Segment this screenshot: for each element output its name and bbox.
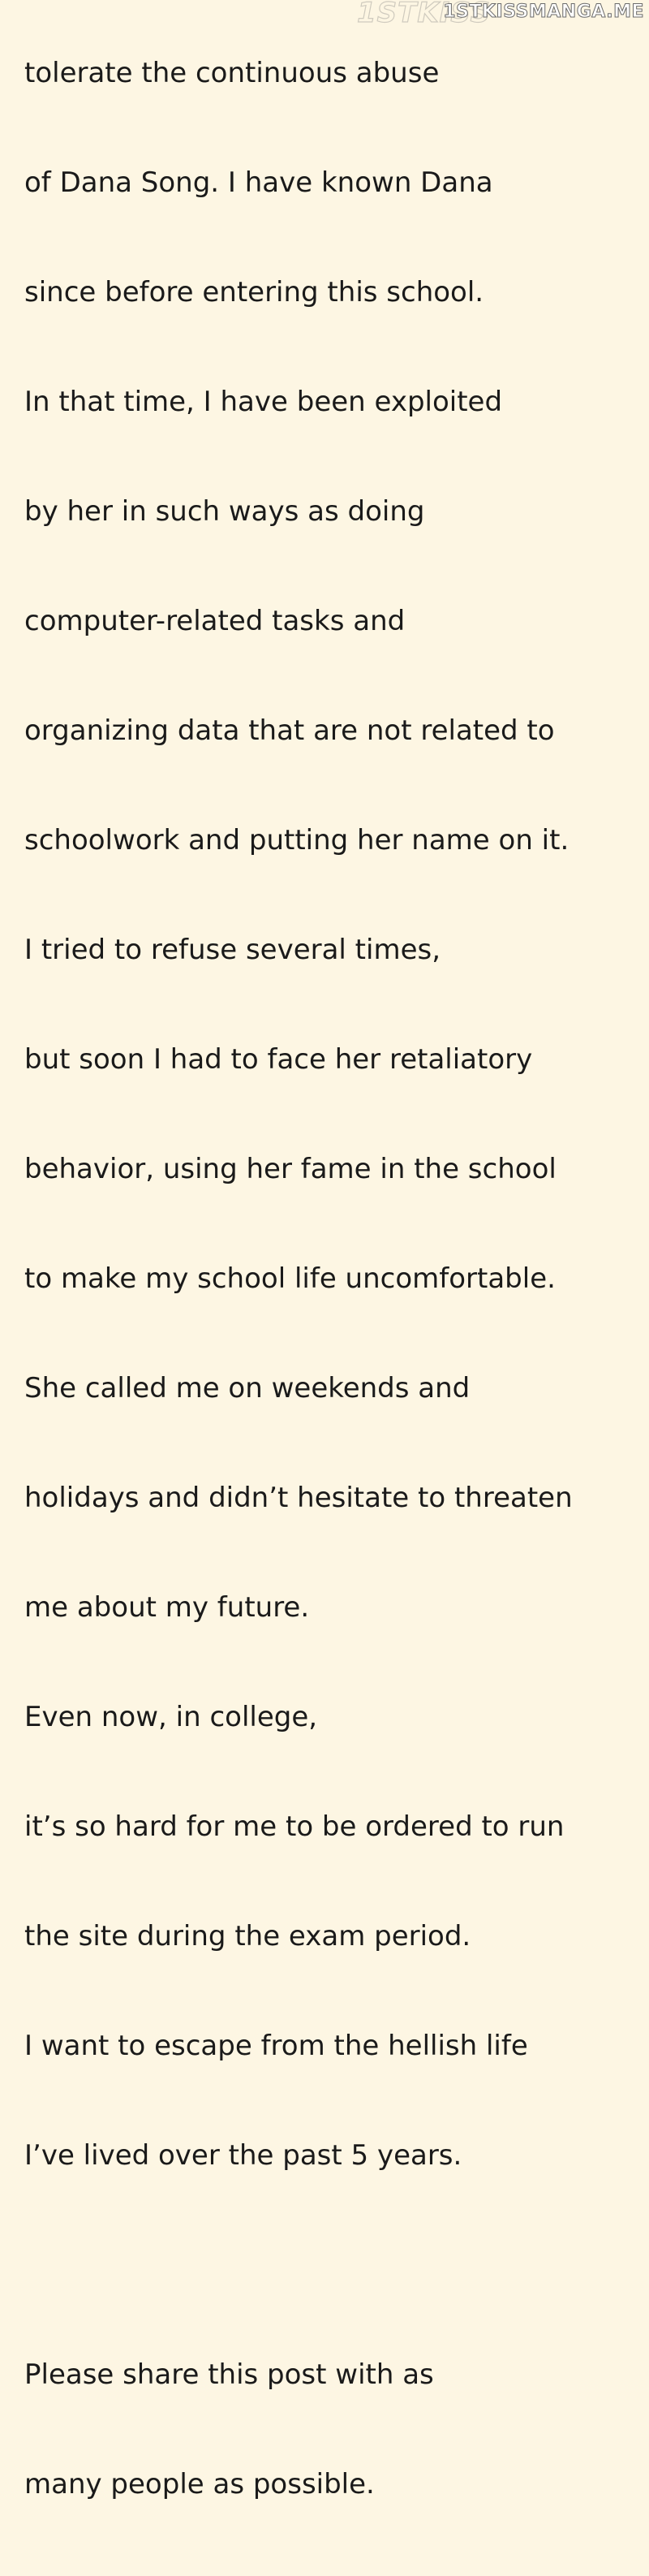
text-line: In that time, I have been exploited: [24, 386, 503, 418]
text-line: many people as possible.: [24, 2468, 375, 2500]
paragraph-gap: [24, 2247, 641, 2284]
text-line: holidays and didn’t hesitate to threaten: [24, 1482, 573, 1514]
watermark-ghost-text: 1STKISS: [357, 0, 492, 29]
text-line: the site during the exam period.: [24, 1920, 471, 1952]
text-line: but soon I had to face her retaliatory: [24, 1043, 533, 1076]
text-line: I tried to refuse several times,: [24, 934, 441, 966]
text-line: I’ve lived over the past 5 years.: [24, 2139, 462, 2172]
text-line: by her in such ways as doing: [24, 495, 425, 528]
text-line: since before entering this school.: [24, 276, 484, 309]
text-line: She called me on weekends and: [24, 1372, 471, 1405]
text-line: behavior, using her fame in the school: [24, 1153, 557, 1185]
text-line: organizing data that are not related to: [24, 714, 555, 747]
message-text: [24, 0, 641, 2576]
text-line: Please share this post with as: [24, 2358, 434, 2391]
text-line: schoolwork and putting her name on it.: [24, 824, 569, 857]
text-line: it’s so hard for me to be ordered to run: [24, 1810, 565, 1843]
watermark-text: 1STKISSMANGA.ME: [443, 2, 644, 22]
text-line: me about my future.: [24, 1591, 310, 1624]
text-line: computer-related tasks and: [24, 605, 406, 637]
text-line: to make my school life uncomfortable.: [24, 1262, 556, 1295]
text-line: Even now, in college,: [24, 1701, 318, 1733]
text-line: I want to escape from the hellish life: [24, 2030, 528, 2062]
text-line: tolerate the continuous abuse: [24, 57, 440, 89]
site-watermark: [357, 0, 649, 29]
text-line: of Dana Song. I have known Dana: [24, 166, 493, 199]
